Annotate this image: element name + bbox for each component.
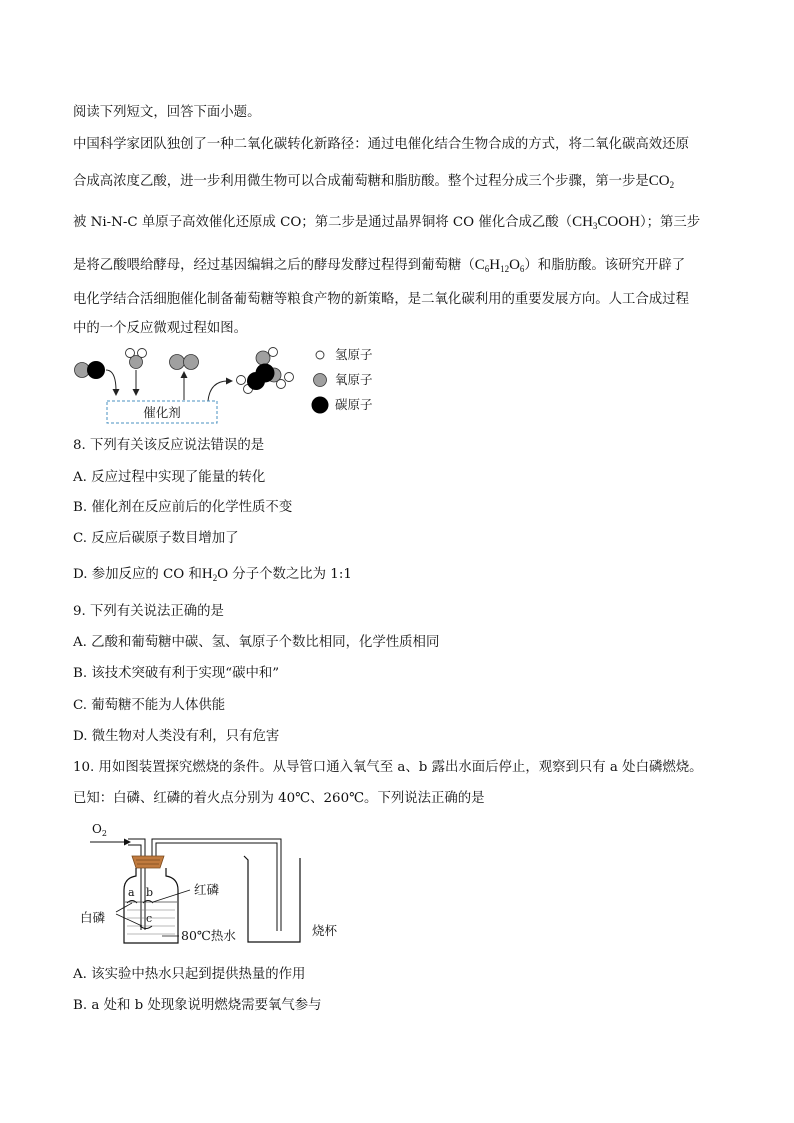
legend-hydrogen-marker	[316, 351, 324, 359]
passage-line-3-text-a: 被 Ni-N-C 单原子高效催化还原成 CO；第二步是通过晶界铜将 CO 催化合成乙酸（	[73, 215, 573, 230]
co-molecule	[75, 361, 106, 379]
passage-line-3	[73, 213, 700, 235]
q8-option-d-text-b: 分子个数之比为 1:1	[228, 567, 352, 582]
q9-option-d[interactable]: D. 微生物对人类没有利，只有危害	[73, 729, 280, 744]
label-a: a	[128, 886, 135, 899]
q9-option-c[interactable]: C. 葡萄糖不能为人体供能	[73, 698, 226, 713]
stopper	[132, 856, 164, 868]
o2-label: $O_2$	[92, 822, 107, 838]
red-phosphorus-label: 红磷	[194, 882, 220, 897]
h2o-molecule	[126, 349, 147, 369]
passage-line-3-text-b: ）；第三步	[639, 215, 701, 230]
beaker-label: 烧杯	[312, 923, 338, 938]
q8-option-c[interactable]: C. 反应后碳原子数目增加了	[73, 531, 239, 546]
formula-acetic-acid: $CH_3COOH$	[572, 214, 640, 231]
apparatus-diagram	[80, 818, 360, 952]
legend-oxygen-label: 氧原子	[335, 372, 373, 387]
acetic-acid-molecule	[237, 348, 294, 394]
q8-stem: 8. 下列有关该反应说法错误的是	[73, 438, 265, 453]
q8-option-a[interactable]: A. 反应过程中实现了能量的转化	[73, 470, 266, 485]
legend	[312, 347, 373, 414]
arrow-product-out	[208, 381, 228, 401]
passage-line-2-text: 合成高浓度乙酸，进一步利用微生物可以合成葡萄糖和脂肪酸。整个过程分成三个步骤，第一步是	[73, 174, 649, 189]
q8-option-d-text-a: D. 参加反应的 CO 和	[73, 567, 202, 582]
q9-option-a[interactable]: A. 乙酸和葡萄糖中碳、氢、氧原子个数比相同，化学性质相同	[73, 635, 440, 650]
reaction-diagram	[70, 345, 390, 427]
bottle	[124, 868, 178, 943]
passage-line-6: 中的一个反应微观过程如图。	[73, 321, 248, 336]
passage-line-4-text-a: 是将乙酸喂给酵母，经过基因编辑之后的酵母发酵过程得到葡萄糖（	[73, 258, 475, 273]
q10-option-a[interactable]: A. 该实验中热水只起到提供热量的作用	[73, 967, 306, 982]
white-phosphorus-label: 白磷	[80, 910, 106, 925]
formula-h2o: $H_2O$	[201, 566, 229, 583]
q9-stem: 9. 下列有关说法正确的是	[73, 604, 224, 619]
formula-glucose: $C_6H_{12}O_6$	[474, 257, 525, 274]
q8-option-b[interactable]: B. 催化剂在反应前后的化学性质不变	[73, 500, 293, 515]
legend-carbon-label: 碳原子	[335, 397, 373, 412]
arrow-co-in	[106, 370, 116, 391]
intro-text: 阅读下列短文，回答下面小题。	[73, 105, 261, 120]
q10-stem-line-2: 已知：白磷、红磷的着火点分别为 40℃、260℃。下列说法正确的是	[73, 791, 485, 806]
beaker	[244, 856, 300, 942]
q9-option-b[interactable]: B. 该技术突破有利于实现“碳中和”	[73, 666, 280, 681]
passage-line-4-text-b: ）和脂肪酸。该研究开辟了	[524, 258, 686, 273]
hot-water-label: 80℃热水	[181, 928, 236, 943]
legend-carbon-marker	[312, 397, 329, 414]
passage-line-4	[73, 256, 685, 278]
q8-option-d[interactable]	[73, 565, 352, 587]
passage-line-1: 中国科学家团队独创了一种二氧化碳转化新路径：通过电催化结合生物合成的方式，将二氧化碳高效还原	[73, 137, 689, 152]
formula-co2: $CO_2$	[648, 173, 675, 190]
sample-c	[140, 926, 152, 929]
legend-oxygen-marker	[314, 374, 327, 387]
passage-line-2	[73, 172, 674, 194]
q10-option-b[interactable]: B. a 处和 b 处现象说明燃烧需要氧气参与	[73, 998, 322, 1013]
label-b: b	[146, 886, 154, 899]
label-c: c	[146, 912, 153, 925]
passage-line-5: 电化学结合活细胞催化制备葡萄糖等粮食产物的新策略，是二氧化碳利用的重要发展方向。人工合成过程	[73, 292, 689, 307]
q10-stem-line-1: 10. 用如图装置探究燃烧的条件。从导管口通入氧气至 a、b 露出水面后停止，观察到只有 a 处白磷燃烧。	[73, 760, 703, 775]
legend-hydrogen-label: 氢原子	[335, 347, 373, 362]
o2-molecule	[170, 355, 199, 370]
catalyst-label: 催化剂	[143, 405, 181, 420]
